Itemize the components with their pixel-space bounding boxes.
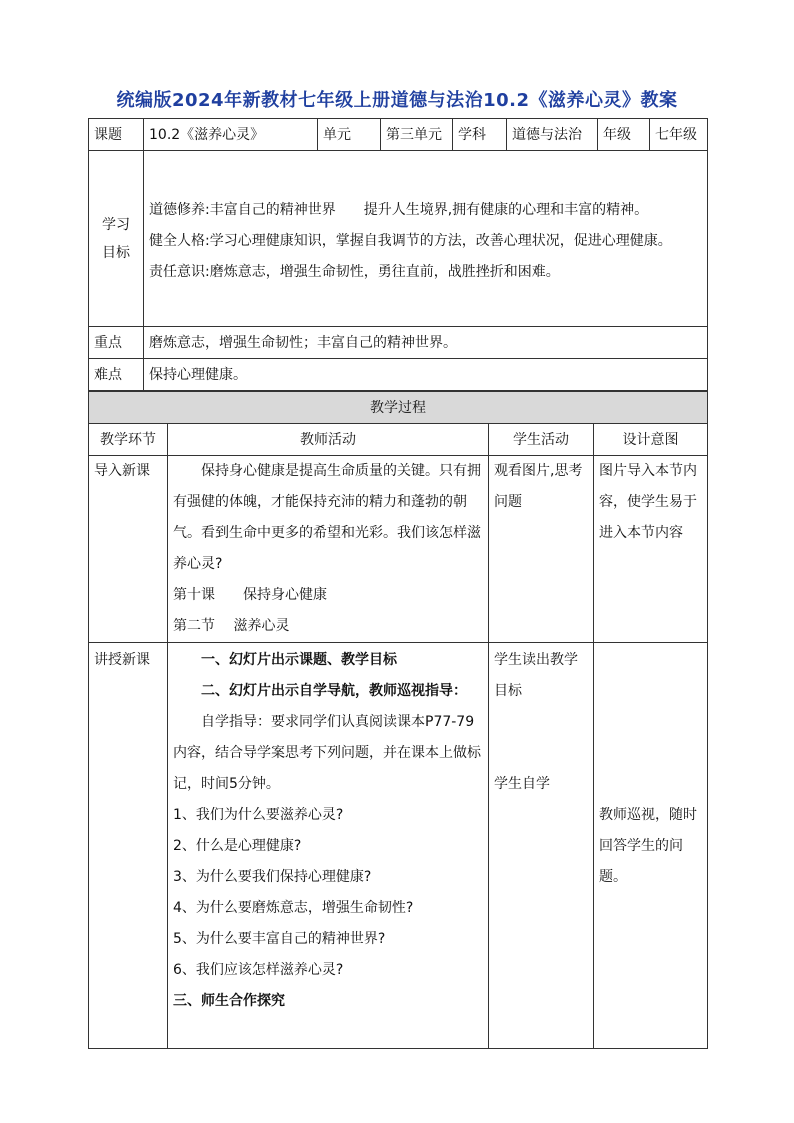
difficult-label: 难点 bbox=[89, 359, 144, 391]
goals-label-line1: 学习 bbox=[102, 216, 130, 233]
lecture-purpose bbox=[594, 643, 708, 1049]
unit-value: 第三单元 bbox=[381, 119, 453, 151]
grade-label: 年级 bbox=[598, 119, 650, 151]
process-heading: 教学过程 bbox=[89, 392, 708, 424]
question-item: 2、什么是心理健康? bbox=[173, 838, 302, 854]
lecture-stage: 讲授新课 bbox=[89, 643, 168, 1049]
key-label: 重点 bbox=[89, 327, 144, 359]
unit-label: 单元 bbox=[318, 119, 381, 151]
student-self-study: 学生自学 bbox=[494, 776, 550, 792]
lesson-info-table bbox=[88, 118, 708, 391]
teaching-process-table bbox=[88, 391, 708, 1049]
question-item: 4、为什么要磨炼意志，增强生命韧性? bbox=[173, 900, 414, 916]
topic-value: 10.2《滋养心灵》 bbox=[144, 119, 318, 151]
intro-stage: 导入新课 bbox=[89, 456, 168, 643]
section-name-line: 第二节 滋养心灵 bbox=[173, 618, 290, 634]
step-three: 三、师生合作探究 bbox=[173, 993, 285, 1009]
step-two: 二、幻灯片出示自学导航，教师巡视指导： bbox=[201, 683, 467, 699]
question-item: 1、我们为什么要滋养心灵? bbox=[173, 807, 344, 823]
grade-value: 七年级 bbox=[650, 119, 708, 151]
intro-teacher-activity bbox=[168, 456, 489, 643]
goal-item: 责任意识:磨炼意志，增强生命韧性，勇往直前，战胜挫折和困难。 bbox=[149, 264, 560, 280]
column-header: 教学环节 bbox=[89, 424, 168, 456]
difficult-value: 保持心理健康。 bbox=[144, 359, 708, 391]
lecture-teacher-activity bbox=[168, 643, 489, 1049]
intro-student-activity: 观看图片,思考问题 bbox=[489, 456, 594, 643]
goals-label-line2: 目标 bbox=[102, 244, 130, 261]
document-title: 统编版2024年新教材七年级上册道德与法治10.2《滋养心灵》教案 bbox=[116, 90, 678, 111]
question-item: 6、我们应该怎样滋养心灵? bbox=[173, 962, 344, 978]
column-header: 学生活动 bbox=[489, 424, 594, 456]
question-item: 3、为什么要我们保持心理健康? bbox=[173, 869, 372, 885]
goal-item: 道德修养:丰富自己的精神世界 提升人生境界,拥有健康的心理和丰富的精神。 bbox=[149, 202, 649, 218]
goals-content bbox=[144, 151, 708, 327]
question-item: 5、为什么要丰富自己的精神世界? bbox=[173, 931, 386, 947]
goals-label bbox=[89, 151, 144, 327]
lesson-name-line: 第十课 保持身心健康 bbox=[173, 587, 327, 603]
intro-paragraph: 保持身心健康是提高生命质量的关键。只有拥有强健的体魄，才能保持充沛的精力和蓬勃的朝气。看到生命中更多的希望和光彩。我们该怎样滋养心灵? bbox=[173, 463, 481, 572]
self-study-guide: 自学指导：要求同学们认真阅读课本P77-79内容，结合导学案思考下列问题，并在课本上做标记，时间5分钟。 bbox=[173, 714, 481, 792]
intro-purpose: 图片导入本节内容，使学生易于进入本节内容 bbox=[594, 456, 708, 643]
goal-item: 健全人格:学习心理健康知识，掌握自我调节的方法，改善心理状况，促进心理健康。 bbox=[149, 233, 672, 249]
lecture-student-activity bbox=[489, 643, 594, 1049]
lecture-purpose-text: 教师巡视，随时回答学生的问题。 bbox=[599, 807, 697, 885]
student-read-goals: 学生读出教学目标 bbox=[494, 652, 578, 699]
key-value: 磨炼意志，增强生命韧性；丰富自己的精神世界。 bbox=[144, 327, 708, 359]
subject-value: 道德与法治 bbox=[507, 119, 598, 151]
column-header: 教师活动 bbox=[168, 424, 489, 456]
topic-label: 课题 bbox=[89, 119, 144, 151]
column-header: 设计意图 bbox=[594, 424, 708, 456]
step-one: 一、幻灯片出示课题、教学目标 bbox=[201, 652, 397, 668]
subject-label: 学科 bbox=[453, 119, 507, 151]
